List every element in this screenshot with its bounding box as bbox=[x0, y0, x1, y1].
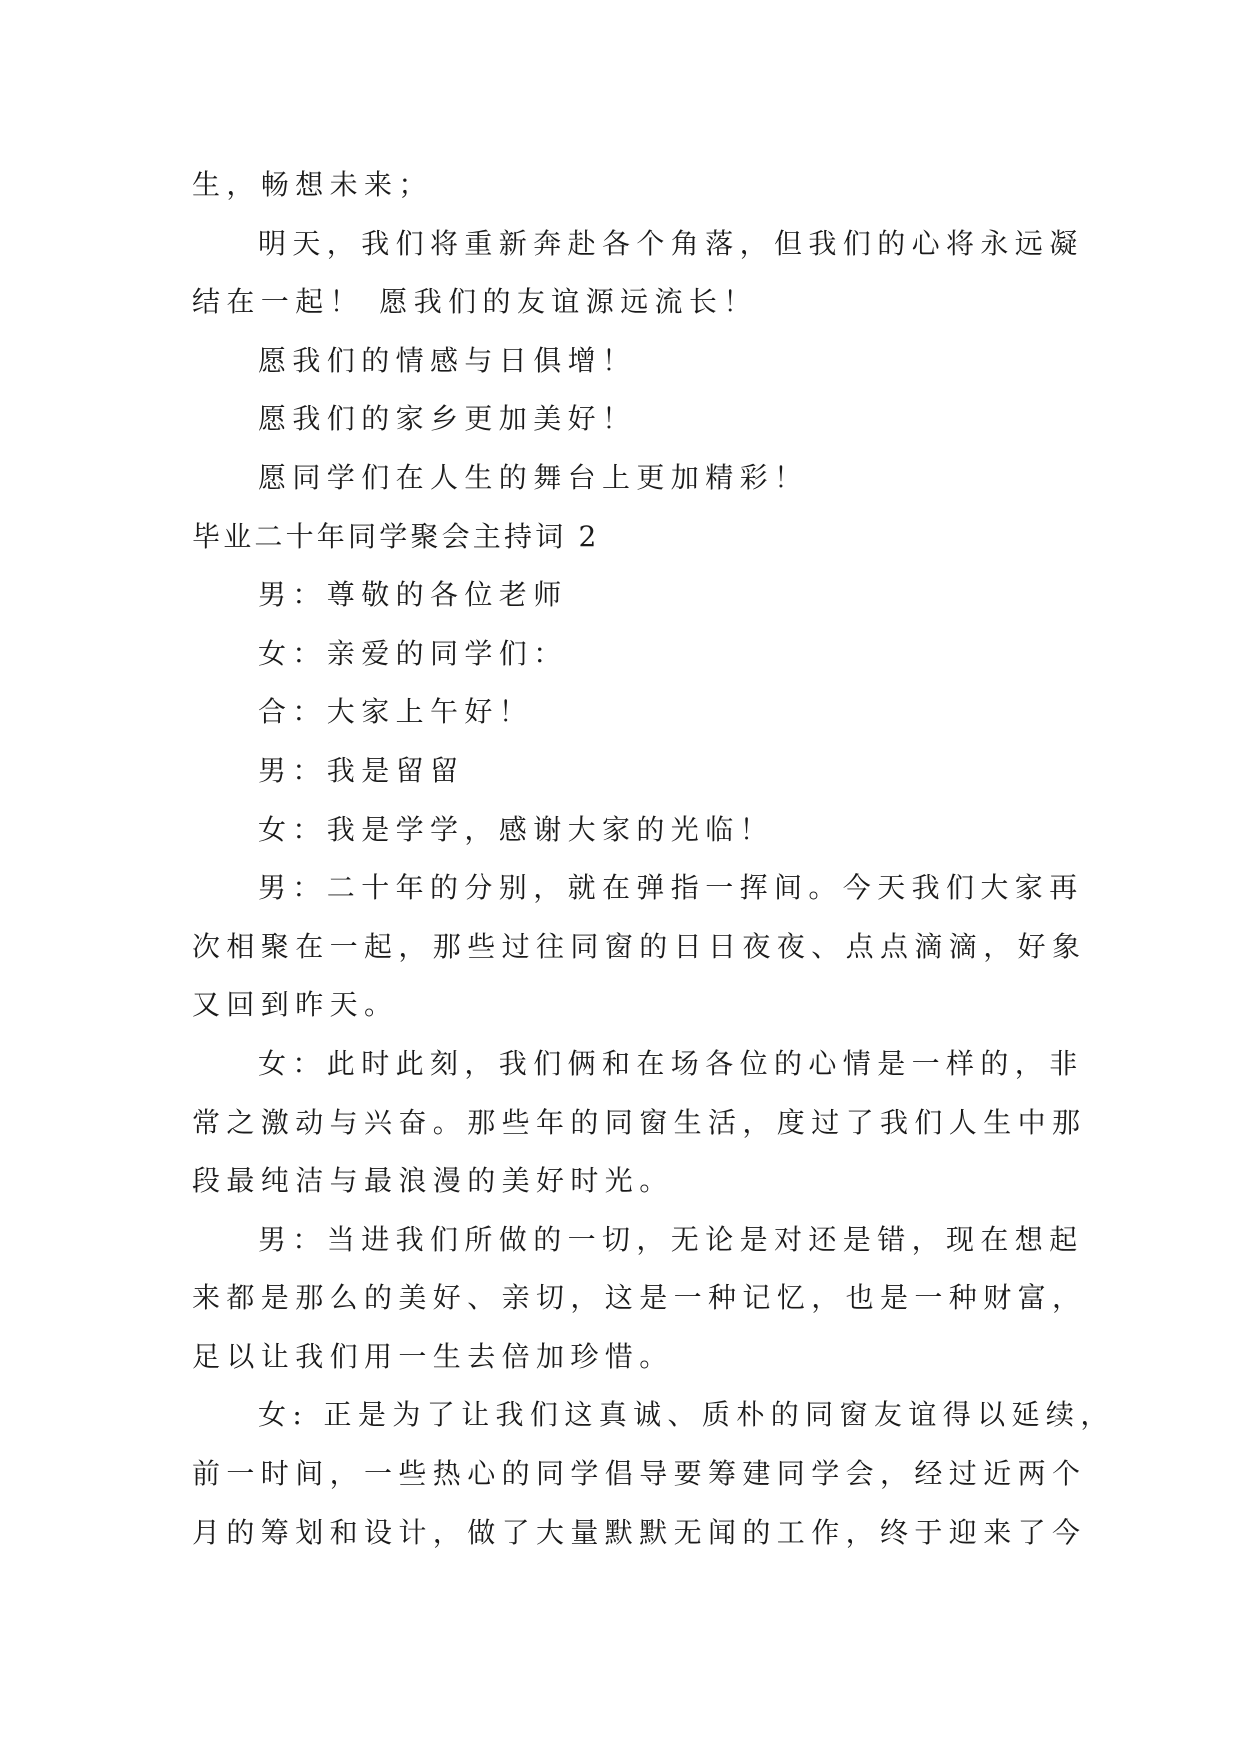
text-line: 常之激动与兴奋。那些年的同窗生活，度过了我们人生中那 bbox=[192, 1105, 1087, 1139]
text-line: 来都是那么的美好、亲切，这是一种记忆，也是一种财富， bbox=[192, 1281, 1087, 1315]
section-heading: 毕业二十年同学聚会主持词 2 bbox=[192, 519, 600, 553]
text-line: 明天，我们将重新奔赴各个角落，但我们的心将永远凝 bbox=[258, 226, 1084, 260]
text-line: 女: 正是为了让我们这真诚、质朴的同窗友谊得以延续， bbox=[258, 1398, 1115, 1432]
text-line: 女：我是学学，感谢大家的光临！ bbox=[258, 812, 775, 846]
text-line: 生，畅想未来； bbox=[192, 168, 433, 201]
text-line: 男：二十年的分别，就在弹指一挥间。今天我们大家再 bbox=[258, 871, 1084, 905]
text-line: 女：此时此刻，我们俩和在场各位的心情是一样的，非 bbox=[258, 1046, 1084, 1080]
text-line: 愿同学们在人生的舞台上更加精彩！ bbox=[258, 460, 809, 494]
text-line: 次相聚在一起，那些过往同窗的日日夜夜、点点滴滴，好象 bbox=[192, 929, 1087, 963]
text-line: 段最纯洁与最浪漫的美好时光。 bbox=[192, 1164, 674, 1198]
text-line: 男：尊敬的各位老师 bbox=[258, 578, 568, 612]
text-line: 结在一起！ 愿我们的友谊源远流长！ bbox=[192, 285, 758, 319]
text-line: 合：大家上午好！ bbox=[258, 695, 534, 729]
document-page bbox=[192, 156, 1115, 1562]
text-line: 男：我是留留 bbox=[258, 753, 465, 787]
text-line: 愿我们的情感与日俱增！ bbox=[258, 343, 637, 377]
text-line: 月的筹划和设计，做了大量默默无闻的工作，终于迎来了今 bbox=[192, 1515, 1087, 1549]
text-line: 愿我们的家乡更加美好！ bbox=[258, 402, 637, 436]
text-line: 女：亲爱的同学们： bbox=[258, 636, 568, 670]
text-line: 足以让我们用一生去倍加珍惜。 bbox=[192, 1339, 674, 1373]
text-line: 又回到昨天。 bbox=[192, 988, 399, 1022]
text-line: 男：当进我们所做的一切，无论是对还是错，现在想起 bbox=[258, 1222, 1084, 1256]
text-line: 前一时间，一些热心的同学倡导要筹建同学会，经过近两个 bbox=[192, 1457, 1087, 1491]
